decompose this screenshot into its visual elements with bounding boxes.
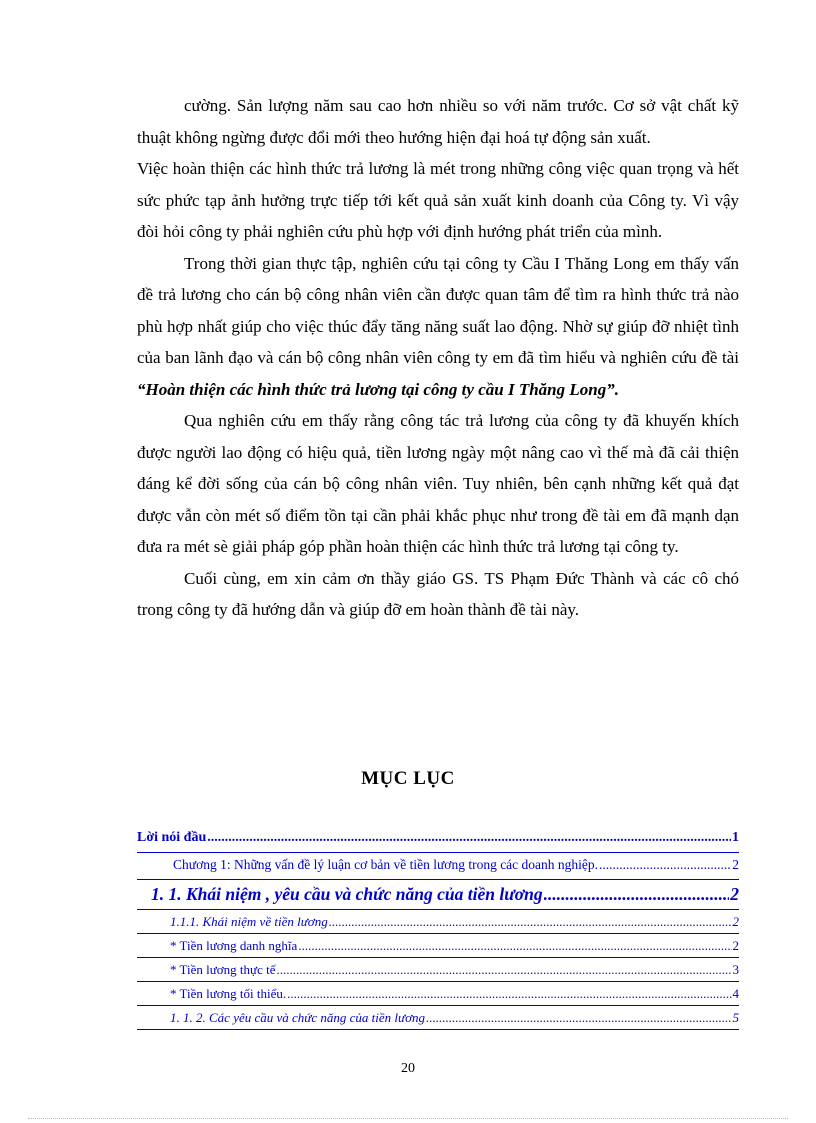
toc-entry-chapter-1[interactable] [137,857,739,880]
paragraph-5: Cuối cùng, em xin cảm ơn thầy giáo GS. TS Phạm Đức Thành và các cô chó trong công ty đã hướng dẫn và giúp đỡ em hoàn thành đề tài này. [137,568,739,619]
page-number: 20 [401,1061,415,1076]
toc-entry-page: 2 [732,914,739,929]
toc-entry-page: 2 [732,857,739,872]
toc-leader [298,938,731,954]
toc-leader [276,962,731,978]
toc-entry-page: 5 [732,1010,739,1025]
toc-entry-section-1-1[interactable] [137,884,739,910]
toc-entry-intro[interactable] [137,830,739,853]
paragraph-2: Việc hoàn thiện các hình thức trả lương là mét trong những công việc quan trọng và hết sức phức tạp ảnh hưởng trực tiếp tới kết quả sản xuất kinh doanh của Công ty. Vì vậy đòi hỏi công ty phải nghiên cứu phù hợp với định hướng phát triển của mình. [137,159,739,241]
toc-entry-label: * Tiền lương tối thiểu. [170,986,287,1001]
toc-entry-label: * Tiền lương thực tế [170,962,276,977]
toc-entry-section-1-1-1[interactable] [137,914,739,934]
toc-entry-page: 2 [732,938,739,953]
toc-entry-page: 2 [730,884,739,904]
toc-entry-page: 1 [732,830,739,845]
toc-entry-label: 1.1.1. Khái niệm về tiền lương [170,914,328,929]
toc-entry-minimum-wage[interactable] [137,986,739,1006]
toc-leader [599,857,731,873]
paragraph-4: Qua nghiên cứu em thấy rằng công tác trả lương của công ty đã khuyến khích được người lao động có hiệu quả, tiền lương ngày một nâng cao vì thế mà đã cải thiện đáng kể đời sống của cán bộ công nhân viên. Tuy nhiên, bên cạnh những kết quả đạt được vẫn còn mét số điểm tồn tại cần phải khắc phục như trong đề tài em đã mạnh dạn đưa ra mét sè giải pháp góp phần hoàn thiện các hình thức trả lương tại công ty. [137,411,739,556]
thesis-title: “Hoàn thiện các hình thức trả lương tại công ty cầu I Thăng Long”. [137,379,619,399]
toc-entry-real-wage[interactable] [137,962,739,982]
toc-leader [544,884,730,905]
toc-entry-label: 1. 1. 2. Các yêu cầu và chức năng của tiền lương [170,1010,426,1025]
toc-entry-page: 3 [732,962,739,977]
toc-entry-label: Lời nói đầu [137,830,207,845]
toc-leader [329,914,732,930]
paragraph-3-text: Trong thời gian thực tập, nghiên cứu tại công ty Cầu I Thăng Long em thấy vấn đề trả lương cho cán bộ công nhân viên cần được quan tâm để tìm ra hình thức trả nào phù hợp nhất giúp cho việc thúc đẩy tăng năng suất lao động. Nhờ sự giúp đỡ nhiệt tình của ban lãnh đạo và cán bộ công nhân viên công ty em đã tìm hiểu và nghiên cứu đề tài [137,253,739,367]
toc-title: MỤC LỤC [361,768,455,789]
page-bottom-divider [28,1118,788,1119]
toc-leader [207,830,731,846]
toc-entry-label: Chương 1: Những vấn đề lý luận cơ bản về tiền lương trong các doanh nghiệp. [173,857,599,872]
paragraph-1: cường. Sản lượng năm sau cao hơn nhiều so với năm trước. Cơ sở vật chất kỹ thuật không ngừng được đổi mới theo hướng hiện đại hoá tự động sản xuất. [137,96,739,147]
toc-entry-section-1-1-2[interactable] [137,1010,739,1030]
toc-leader [287,986,731,1002]
toc-entry-label: * Tiền lương danh nghĩa [170,938,298,953]
body-text [137,90,739,626]
paragraph-3 [137,248,739,406]
toc-entry-page: 4 [732,986,739,1001]
toc-entry-nominal-wage[interactable] [137,938,739,958]
toc-entry-label: 1. 1. Khái niệm , yêu cầu và chức năng của tiền lương [151,884,543,904]
toc-leader [426,1010,731,1026]
table-of-contents [137,824,739,1030]
